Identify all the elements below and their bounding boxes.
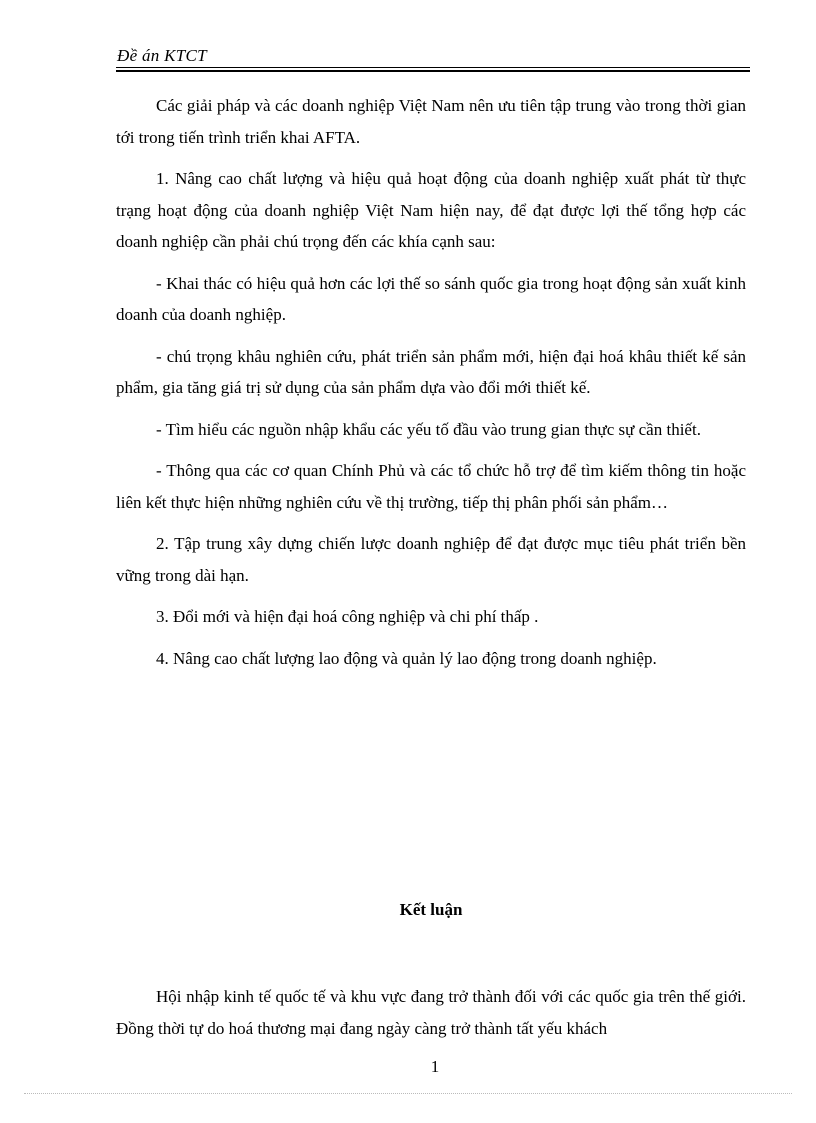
conclusion-text (116, 981, 746, 1044)
paragraph-bullet-4: - Thông qua các cơ quan Chính Phủ và các tổ chức hỗ trợ để tìm kiếm thông tin hoặc liên kết thực hiện những nghiên cứu về thị trường, tiếp thị phân phối sản phẩm… (116, 461, 746, 512)
header-rule-thin (116, 67, 750, 68)
conclusion-heading: Kết luận (399, 900, 463, 919)
conclusion-paragraph: Hội nhập kinh tế quốc tế và khu vực đang trở thành đối với các quốc gia trên thế giới. Đồng thời tự do hoá thương mại đang ngày càng trở thành tất yếu khách (116, 987, 746, 1038)
paragraph-intro: Các giải pháp và các doanh nghiệp Việt Nam nên ưu tiên tập trung vào trong thời gian tới trong tiến trình triển khai AFTA. (116, 96, 746, 147)
paragraph-bullet-1: - Khai thác có hiệu quả hơn các lợi thế so sánh quốc gia trong hoạt động sản xuất kinh doanh của doanh nghiệp. (116, 273, 746, 324)
paragraph-item-3: 3. Đổi mới và hiện đại hoá công nghiệp và chi phí thấp . (156, 607, 539, 626)
header-title: Đề án KTCT (117, 46, 207, 65)
page-number: 1 (430, 1057, 440, 1076)
paragraph-bullet-2: - chú trọng khâu nghiên cứu, phát triển sản phẩm mới, hiện đại hoá khâu thiết kế sản phẩm, gia tăng giá trị sử dụng của sản phẩm dựa vào đổi mới thiết kế. (116, 346, 746, 397)
paragraph-item-2: 2. Tập trung xây dựng chiến lược doanh nghiệp để đạt được mục tiêu phát triển bền vững trong dài hạn. (116, 534, 746, 585)
header-rule-thick (116, 70, 750, 72)
paragraph-item-4: 4. Nâng cao chất lượng lao động và quản lý lao động trong doanh nghiệp. (156, 648, 657, 668)
paragraph-bullet-3: - Tìm hiểu các nguồn nhập khẩu các yếu tố đầu vào trung gian thực sự cần thiết. (156, 419, 701, 439)
body-text (116, 90, 746, 684)
paragraph-item-1: 1. Nâng cao chất lượng và hiệu quả hoạt động của doanh nghiệp xuất phát từ thực trạng hoạt động của doanh nghiệp Việt Nam hiện nay, để đạt được lợi thế tổng hợp các doanh nghiệp cần phải chú trọng đến các khía cạnh sau: (116, 169, 746, 251)
footer-dotted-line (24, 1093, 792, 1094)
